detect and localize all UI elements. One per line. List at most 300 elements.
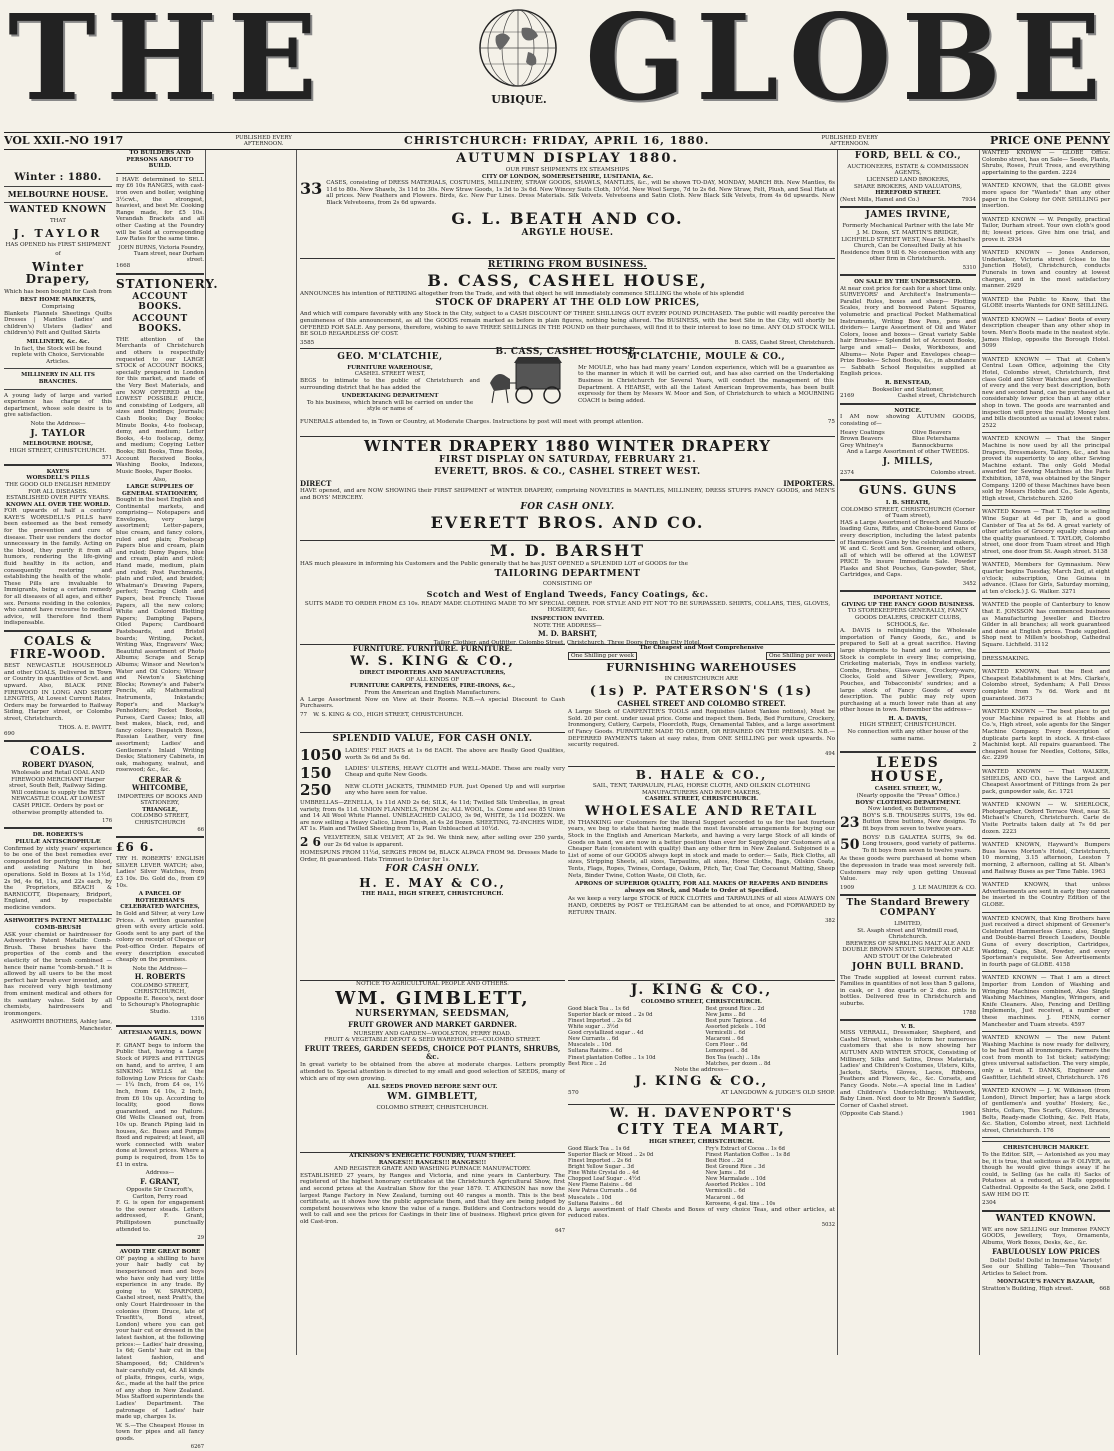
opened-text: HAS OPENED his FIRST SHIPMENT: [5, 242, 111, 249]
paterson-name: (1s) P. PATERSON'S (1s): [589, 683, 814, 699]
wells-text: F. GRANT begs to inform the Public that, having a Large Stock of PIPES and FITTINGS on hand, and to arrive, I am SINKING WELLS at the following Low Prices for Cash:— 1¼ Inch, from £4 os, 1½ Inch, from £4 10s, 2 Inch, from £6 10s up. According to locality, good flows guaranteed, and no Failure. Old Wells Cleaned out, from 10s up. Branch Piping laid in houses, &c. Buses and Pumps fixed and repaired; at least, all work connected with water done at lowest prices. Where a pump is required, from 15s to £1 in extra.: [116, 1042, 204, 1168]
ad-number: 1668: [116, 263, 131, 270]
crerar-triangle: TRIANGLE,: [142, 806, 178, 813]
gimblett-name-2: WM. GIMBLETT,: [387, 1091, 478, 1102]
builders-heading: TO BUILDERS AND PERSONS ABOUT TO BUILD.: [126, 150, 194, 170]
divider: [982, 1137, 1110, 1138]
volume-number: VOL XXII.-NO 1917: [4, 133, 124, 147]
boys-suits-text: BOYS' D.B GALATEA SUITS, 9s 6d. Long trousers, good variety of patterns. To fit boys from seven to twelve years.: [862, 834, 976, 854]
price-item: Macaroni .. 6d: [705, 1194, 744, 1201]
divider: [4, 464, 112, 466]
jking-price-list: [568, 1006, 835, 1067]
season-heading: Winter : 1880.: [14, 172, 102, 183]
wanted-ad: WANTED KNOWN — W. Pengelly, practical Tailor, Durham street. Your own cloth's good fit; lowest prices. Give him one trial, and prove it. 2934: [982, 216, 1110, 243]
divider: [840, 751, 976, 753]
cass-stock: STOCK OF DRAPERY AT THE OLD LOW PRICES,: [435, 298, 700, 309]
globe-icon: [476, 6, 560, 90]
price-item: Finest Imported .. 2s 6d: [568, 1157, 632, 1164]
ford-line: LICENSED LAND BROKERS,: [866, 177, 950, 184]
wanted-ad: WANTED KNOWN — That the Singer Machine is now used by all the principal Drapers, Dressmakers, Tailors, &c., and has proved its superiority to any other Sewing Machine extant. The only Gold Medal awarded for Sewing Machines at the Paris Exhibition, 1878, was obtained by the Singer Company. 1200 of these Machines have been sold by Messrs Hobbs and Co., Sole Agents, High street, Christchurch. 3260: [982, 436, 1110, 502]
goods-item: Olive Beavers: [912, 429, 952, 436]
may-name: H. E. MAY & CO.,: [359, 876, 506, 891]
note-address: Note the Address—: [132, 965, 188, 972]
cass-text-2: And which will compare favorably with any Stock in the City, subject to a CASH DISCOUNT OF THREE SHILLINGS OUT EVERY POUND PURCHASED. The public will readily perceive the genuineness of this announcement, as all the GOODS remain marked as before in plain figures, nothing being altered. The BUSINESS, with the best Site in the City, will shortly be OFFERED FOR SALE. Any persons, therefore, wishing to save THREE SHILLINGS IN THE POUND on their purchases, will find it to their interest to lose no time. ANY OLD STOCK WILL BE SOLD REGARDLESS OF COST.: [300, 311, 835, 338]
crerar-name: CRERAR & WHITCOMBE,: [131, 775, 189, 793]
paterson-address: CASHEL STREET AND COLOMBO STREET.: [617, 698, 786, 708]
bore-sig: W. S.—The Cheapest House in town for pipes and all fancy goods.: [116, 1422, 204, 1442]
price-item: New Jams .. 8d: [705, 1011, 746, 1018]
published-note: PUBLISHED EVERY AFTERNOON.: [235, 135, 292, 147]
gimblett-sub: NURSERYMAN, SEEDSMAN,: [355, 1008, 510, 1019]
divider: [4, 368, 112, 369]
kaye-pills: WORSDELL'S PILLS: [26, 475, 90, 482]
irvine-name: JAMES IRVINE,: [865, 210, 951, 221]
gimblett-text: In great variety to be obtained from the above at moderate charges. Letters promptly attended to. Special attention is directed to my small and good selection of SEEDS, many of which are of my own growing.: [300, 1062, 565, 1082]
street-address: HIGH STREET, CHRISTCHURCH.: [9, 448, 107, 455]
divider: [982, 505, 1110, 506]
ad-number: 2169: [840, 393, 855, 400]
davenport-address: HIGH STREET, CHRISTCHURCH.: [649, 1139, 754, 1145]
kaye-established: ESTABLISHED OVER FIFTY YEARS.: [6, 495, 110, 502]
king-line-3: FURNITURE CARPETS, FENDERS, FIRE-IRONS, &c.,: [349, 683, 516, 690]
storekeepers: TO STOREKEEPERS GENERALLY, FANCY GOODS DEALERS, CRICKET CLUBS, SCHOOLS, &c.: [847, 608, 969, 628]
house-name: MELBOURNE HOUSE.: [7, 189, 109, 199]
ad-number: 3585: [300, 339, 315, 346]
column-1: [4, 150, 112, 1355]
wanted-ad: WANTED KNOWN, that unless Advertisements are sent in early they cannot be inserted in the Country Edition of the GLOBE.: [982, 882, 1110, 908]
jking-note: Note the address—: [674, 1066, 729, 1073]
coals-heading: COALS & FIRE-WOOD.: [9, 633, 107, 661]
beath-firm: G. L. BEATH AND CO.: [451, 208, 684, 228]
divider: [4, 740, 112, 742]
column-rule: [979, 150, 980, 1355]
hale-ad: [568, 766, 835, 977]
market-text: To the Editor. SIR, — Astonished as you may be, it is true, that solicitous as P. OLIVER, as though he would give things away if he could, is Selling (as he calls it) Sacks of Potatoes at a reduced, at Halls opposite Cathedral. Opposite 4s the Sack, one 2s6d. I SAW HIM DO IT.: [982, 1152, 1110, 1198]
ad-number: 6267: [190, 1444, 204, 1451]
notice-text: I AM now showing AUTUMN GOODS, consisting of—: [840, 414, 976, 427]
paterson-sub: IN CHRISTCHURCH ARE: [664, 676, 739, 683]
pilulae-heading: DR. ROBERTS'S: [32, 832, 84, 839]
masthead: [0, 0, 1114, 127]
barsht-name-2: M. D. BARSHT,: [537, 629, 598, 639]
divider: [840, 403, 976, 405]
boys-number: 23: [840, 815, 860, 832]
goods-item: Grey Whitney's: [840, 442, 884, 449]
divider: [982, 665, 1110, 666]
price-item: New Fleme Raisins .. 6d: [568, 1182, 632, 1189]
wanted-ad: WANTED KNOWN — Ladies' Boots of every description cheaper than any other shop in town. Men's Boots made in the neatest style. James Hislop, opposite the Borough Hotel. 5099: [982, 316, 1110, 350]
price-item: New Currants .. 6d: [568, 1036, 619, 1043]
paterson-text: A Large Stock of CARPENTER'S TOOLS and Requisites (latest Yankee notions), Must be Sold. 20 per cent. under usual price. Come and inspect them. Beds, Bed Furniture, Crockery, Ironmongery, Cutlery, Carpets, Floorcloth, Rugs, Ornamental Tables, and a large assortment of Fancy Goods. FURNITURE MADE TO ORDER, OR REPAIRED ON THE PREMISES. N.B.—DEFERRED PAYMENTS taken at easy rates, from ONE SHILLING per week upwards. No security required.: [568, 709, 835, 749]
goods-item: Brown Beavers: [840, 436, 884, 443]
markets-text: BEST HOME MARKETS,: [20, 297, 96, 304]
benstead-line: Bookseller and Stationer,: [872, 386, 944, 393]
may-number: 150: [300, 763, 332, 782]
note-address: Note the Address—: [30, 420, 86, 427]
price: PRICE ONE PENNY: [989, 133, 1110, 147]
divider: [116, 173, 204, 174]
ford-street: HEREFORD STREET.: [875, 190, 941, 197]
boys-suits-text: BOY'S S.B. TROUSERS SUITS, 19s 6d. Button three buttons, New designs. To fit boys from seven to twelve years.: [862, 812, 976, 832]
furniture-heading: FURNITURE. FURNITURE. FURNITURE.: [352, 644, 513, 653]
guns-heading: GUNS. GUNS: [858, 483, 958, 498]
ford-line: AUCTIONEERS, ESTATE & COMMISSION AGENTS,: [847, 163, 969, 177]
mclatchie-text: BEGS to intimate to the public of Christchurch and surrounding district that he has added the: [300, 378, 480, 391]
account-books-2: ACCOUNT BOOKS.: [132, 314, 188, 334]
price-item: Finest Imported .. 2s 6d: [568, 1017, 632, 1024]
divider: [116, 273, 204, 275]
barsht-dept: TAILORING DEPARTMENT: [494, 568, 641, 579]
price-item: New Patras Currants .. 6d: [568, 1188, 637, 1195]
price-item: Lemonpeel .. 8d: [705, 1048, 748, 1055]
price-item: Corn Flour .. 6d: [705, 1042, 748, 1049]
winter-drapery: Winter Drapery,: [25, 259, 91, 287]
goods-item: Blue Petershams: [912, 436, 960, 443]
jking-name-2: J. KING & CO.,: [634, 1074, 769, 1090]
watch-heading: TRY H. ROBERTS' ENGLISH SILVER LEVER WATCH; also, Ladies' Silver Watches, from £3 10s. Do. Gold do., from £9 10s.: [116, 856, 204, 889]
price-item: Fry's Extract of Cocoa .. 1s 6d: [705, 1145, 785, 1152]
ad-number: 382: [825, 918, 835, 925]
beath-sub-2: CITY OF LONDON, SOMERSETSHIRE, LUSITANIA, &c.: [481, 173, 654, 180]
fancy-text: WE are now SELLING our Immense FANCY GOODS, Jewellery, Toys, Ornaments, Albums, Work Boxes, Desks, &c., &c.: [982, 1226, 1110, 1246]
price-item: Best pure Tapioca .. 4d: [705, 1017, 767, 1024]
hale-address: CASHEL STREET, CHRISTCHURCH.: [644, 796, 759, 803]
masthead-letter: L: [695, 0, 775, 127]
hearse-illustration-icon: [486, 353, 572, 409]
davis-text: A. DAVIS is relinquishing the Wholesale importation of Fancy Goods, &c., and is prepared to Sell at a great sacrifice. Having large shipments to hand and to arrive, the Stock is complete in every line; comprising, Cricketing materials, Toys in endless variety, Combs, Brushes, Glass-ware, Crockery-ware, Clocks, Gold and Silver Jewellery, Pipes, Pouches, and Tobacconists' sundries; and a large stock of Fancy Goods of every description. The public may rely upon purchasing at a much lower rate than at any other house in town. Remember the address—: [840, 628, 976, 714]
wanted-ads-list: [982, 150, 1110, 1138]
price-item: Sultana Raisins .. 6d: [568, 1048, 623, 1055]
masthead-letter: E: [227, 0, 314, 127]
roberts-address-2: Opposite E. Reece's, next door to Schourup's Photographic Studio.: [116, 995, 204, 1015]
price-item: Finest plantation Coffee .. 1s 10d: [568, 1054, 656, 1061]
price-item: Muscatels .. 10d: [568, 1194, 612, 1201]
price-item: New Marmalade .. 10d: [705, 1176, 766, 1183]
divider: [4, 827, 112, 829]
divider: [840, 206, 976, 208]
davis-name: H. A. DAVIS,: [888, 715, 928, 722]
gimblett-address-3: COLOMBO STREET, CHRISTCHURCH.: [376, 1104, 489, 1111]
atkinson-sub: AND REGISTER GRATE AND WASHING FURNACE MANUFACTORY.: [334, 1166, 531, 1173]
jking-address: COLOMBO STREET, CHRISTCHURCH.: [641, 999, 762, 1005]
mclatchie-text-3: Mr MOULE, who has had many years' London experience, which will be a guarantee as to the manner in which it will be carried out, and has also carried on the Undertaking Business in Christchurch for Several Years, will conduct the management of this Department. A HEARSE, with all the Latest American Improvements, has been built expressly for them by Messrs W. Moor and Son, of Christchurch to which a MOURNING COACH is being added.: [578, 364, 834, 404]
leeds-note: (Nearly opposite the "Press" Office.): [856, 792, 960, 799]
price-item: Vermicelli .. 6d: [705, 1030, 746, 1037]
wanted-ad: WANTED KNOWN — That I am a direct Importer from London of Washing and Wringing Machines combined, Also Single Washing Machines, Mangles, Wringers, and Knife Cleaners. Also, Fencing and Drilling Implements, Just received, a number of these machines. J. FENN, corner Manchester and Tuam streets. 4597: [982, 975, 1110, 1028]
items-list: Blankets Flannels Sheetings Quilts Dresses | Mantles (ladies' and children's) Ulsters (ladies' and children's) Felt and Quilted Skirts: [4, 310, 112, 337]
wells-heading: ARTESIAN WELLS, DOWN AGAIN.: [118, 1029, 202, 1043]
may-row-text: LADIES' ULSTERS, HEAVY CLOTH and WELL-MADE. These are really very Cheap and quite New Goods.: [345, 765, 565, 779]
dolls-line: Dolls! Dolls! Dolls! in Immense Variety!: [989, 1257, 1103, 1264]
masthead-the: [8, 0, 314, 127]
cass-footer: B. CASS, CASHEL HOUSE.: [495, 347, 640, 358]
jking-address-2: AT LANGDOWN & JUDGE'S OLD SHOP.: [720, 1090, 835, 1097]
jking-name: J. KING & CO.,: [630, 982, 773, 998]
sale-heading: ON SALE BY THE UNDERSIGNED.: [854, 279, 962, 286]
barsht-invited: INSPECTION INVITED.: [530, 616, 605, 623]
divider: [982, 705, 1110, 706]
stationery-heading: STATIONERY.: [116, 276, 219, 291]
may-velvet: VELVETEEN, SILK VELVET, AT 2s 9d. We think new, after selling over 250 yards, our 2s 6d value is apparent.: [323, 834, 565, 848]
gimblett-notice: NOTICE TO AGRICULTURAL PEOPLE AND OTHERS.: [356, 981, 509, 987]
price-item: Matches, per dozen .. 8d: [705, 1060, 771, 1067]
king-sig: W. S. KING & CO., HIGH STREET, CHRISTCHURCH.: [313, 711, 464, 718]
brewery-name: The Standard Brewery COMPANY: [846, 898, 970, 919]
divider: [4, 202, 112, 203]
ad-number: 2: [972, 742, 976, 749]
wanted-ad: WANTED KNOWN, that King Brothers have just received a direct shipment of Greener's Celebrated Hammerless Guns; also, Single and Double-barrel Breech Loaders, Double Guns of every description, Cartridges, Wadding, Caps, Shot, Powder, and every Sportsman's requisite. See Advertisements in fourth page of GLOBE. 4158: [982, 915, 1110, 968]
goods-list: [840, 430, 976, 450]
hale-sub: SAIL, TENT, TARPAULIN, FLAG, HORSE CLOTH, AND OILSKIN CLOTHING: [592, 783, 811, 789]
wanted-ad: WANTED the Public to Know, that the GLOBE inserts Wanteds for ONE SHILLING.: [982, 296, 1110, 310]
may-velvet-number: 2 6: [300, 835, 321, 850]
ad-number: 647: [555, 1227, 565, 1234]
may-number: 250: [300, 781, 332, 800]
kaye-known: KNOWN ALL OVER THE WORLD.: [5, 501, 111, 508]
divider: [4, 630, 112, 632]
divider: [982, 878, 1110, 879]
wanted-ad: WANTED KNOWN — That WALKER, SHIELDS, AND CO., have the Largest and Cheapest Assortment of Fittings from 2s per pack, gunpowder sale, &c. 1721: [982, 768, 1110, 795]
of-label: of: [55, 251, 61, 258]
wanted-ad: WANTED KNOWN — J. W. Wilkinson (from London), Direct Importer, has a large stock of gentlemen's and youths' Hosiery, &c., Shirts, Collars, Ties Scarfs, Gloves, Braces, Belts, Ready-made Clothing, &c. Felt Hats, &c. Station, Colombo street, next Lichfield street, Christchurch. 176: [982, 1088, 1110, 1134]
atkinson-title: ATKINSON'S ENERGETIC FOUNDRY, TUAM STREET.: [349, 1153, 516, 1159]
giving-up: GIVING UP THE FANCY GOOD BUSINESS.: [841, 601, 975, 608]
price-item: Superior Black or Mixed .. 2s 0d: [568, 1151, 654, 1158]
ad-number: 494: [825, 750, 835, 757]
price-item: Kerosene, 4 gal. tins .. 10s: [705, 1200, 776, 1207]
price-item: Assorted pickels .. 10d: [705, 1023, 766, 1030]
beath-text: CASES, consisting of DRESS MATERIALS, COSTUMES, MILLINERY, STRAW GOODS, SHAWLS, MANTLES, &c., will be shown TO-DAY, MONDAY, MARCH 8th. New Mantles, 6s 11d to 80s. New Shawls, 3s 11d to 30s. New Straw Goods, 1s 3d to 3s 6d. New Wincey Suits Cloth, 10½d. New Wool Serge, 7d to 2s 6d. New Straw, Felt, Plush, and Seal Hats at all prices. New Feathers and Flowers. Birds, &c. New Fur Lines. Dress Materials. Silk Velvets. Velveteens and Satin Cloth. New Black Silk Velvets, from 4s 6d upwards. New Black Velveteens, from 2s 6d upwards.: [326, 180, 835, 206]
divider: [982, 1031, 1110, 1032]
mclatchie-ad: [300, 348, 835, 433]
lady-text: A young lady of large and varied experience has charge of this department, whose sole desire is to give satisfaction.: [4, 392, 112, 419]
ashworth-heading: ASHWORTH'S PATENT METALLIC COMB-BRUSH: [4, 918, 112, 932]
shilling-tag: One Shilling per week: [766, 652, 835, 661]
masthead-letter: E: [1011, 0, 1098, 127]
cass-name: B. CASS, CASHEL HOUSE,: [427, 270, 708, 290]
may-homespun: HOMESPUNS FROM 11½d, SERGES FROM 9d, BLACK ALPACA FROM 9d. Dresses Made to Order, fit guaranteed. Hats Trimmed to Order for 1s.: [300, 850, 565, 863]
builders-text: I HAVE determined to SELL my £6 10s RANGES, with cast-iron oven and boiler, weighing 3½cwt., the strongest, heaviest, and best Mr. Cooking Range made, for £5 10s. Verandah Brackets and all other Casting at the Foundry will be Sold at corresponding Low Rates for the same time.: [116, 176, 204, 243]
price-item: Muscatels .. 10d: [568, 1042, 612, 1049]
masthead-globe: [585, 0, 1098, 127]
gimblett-name: WM. GIMBLETT,: [335, 987, 530, 1009]
beath-ad: [300, 150, 835, 255]
price-item: Good Black Tea .. 1s 6d: [568, 1145, 630, 1152]
tweed-line: And a Large Assortment of other TWEEDS.: [846, 449, 970, 456]
may-list: UMBRELLAS—ZENELLA, 1s 11d AND 2s 6d; SILK, 4s 11d; Twilled Silk Umbrellas, in great variety, from 6s 11d. UNION FLANNELS, FROM 2s; ALL WOOL, 1s. Come and see 85 Union and 14 All Wool White Flannel. UNBLEACHED CALICO, 3s 9d, WHITE, 3s 11d DOZEN. We are now selling a Heavy Calico, Linen Finish, at 4s 2d Dozen. SHEETING, 72-INCHES WIDE, AT 1s. Plain and Twilled Sheeting from 1s, Plain Unbleached at 10½d.: [300, 799, 565, 833]
ad-number: 571: [102, 454, 112, 461]
burns-sig-2: Tuam street, near Durham street.: [133, 250, 204, 263]
bore-text: OF paying a shilling to have your hair badly cut by inexperienced men and boys who have only had very little experience in any trade. By going to W. SPARFORD, Cashel street, next Pratt's, the only Court Hairdresser in the colonies (from Druce, late of Truefitt's, Bond street, London) where you can get your hair cut or dressed in the latest fashion, at the following prices:— Ladies' hair dressing, 1s 6d; Gents' hair cut in the latest fashion, and Shampooed, 6d; Children's hair carefully cut, 4d. All kinds of plaits, fringes, curls, wigs, &c., made at the half the price of any shop in New Zealand. Miss Stafford superintends the Ladies' Department. The patronage of Ladies' hair made up, charges 1s.: [116, 1255, 204, 1421]
price-item: Superior black or mixed .. 2s 0d: [568, 1011, 653, 1018]
price-item: Macaroni .. 6d: [705, 1036, 744, 1043]
may-number: 1050: [300, 745, 342, 764]
cass-retiring: RETIRING FROM BUSINESS.: [487, 260, 648, 270]
everett-ad: [300, 436, 835, 537]
barsht-address: Tailor, Clothier, and Outfitter, Colombo Street, Christchurch, Three Doors from the City Hotel.: [433, 639, 702, 646]
column-2: [116, 150, 219, 1451]
mclatchie-text-2: To his business, which branch will be carried on under the style or name of: [306, 399, 474, 413]
everett-text: HAVE opened, and are NOW SHOWING their FIRST SHIPMENT of WINTER DRAPERY, comprising NOVELTIES in MANTLES, MILLINERY, DRESS STUFFS FANCY GOODS, and MEN'S and BOYS' MERCERY.: [300, 488, 835, 501]
beath-house: ARGYLE HOUSE.: [521, 227, 614, 238]
price-item: Chopped Loaf Sugar .. 4½d: [568, 1176, 641, 1183]
wanted-ad: WANTED KNOWN — The best place to get your Machine repaired is at Hobbs and Co.'s, High street, sole agents for the Singer Machine Company. Every description of duplicate parts kept in stock. A first-class Machinist kept. All repairs guaranteed. The cheapest house for Needles, Cottons, Silks, &c. 2299: [982, 709, 1110, 762]
market-heading: CHRISTCHURCH MARKET.: [1003, 1145, 1089, 1152]
divider: [982, 313, 1110, 314]
wanted-known: WANTED KNOWN: [9, 205, 107, 216]
wanted-ad: WANTED KNOWN — W. SHERLOCK, Photographer, Oxford Terrace West, near St. Michael's Church, Christchurch. Carte de Visite Portraits taken daily at 7s 6d per dozen. 2223: [982, 802, 1110, 835]
price-item: Vermicelli .. 6d: [705, 1188, 746, 1195]
king-ad: [300, 644, 565, 729]
shilling-table: See our Shilling Table—Ten Thousand Articles to Select from.: [982, 1264, 1110, 1277]
grant-note: F. G. is open for engagement to the owner steads. Letters addressed, F. Grant, Phillipstown punctually attended to.: [116, 1200, 204, 1233]
grant-address: Opposite Sir Cracroft's, Carlton, Ferry road: [126, 1186, 194, 1200]
ad-number: 7934: [961, 196, 976, 203]
masthead-letter: H: [105, 0, 214, 127]
brewery-limited: LIMITED,: [894, 921, 922, 928]
column-rule: [837, 150, 838, 1355]
coals-text: BEST NEWCASTLE HOUSEHOLD and other COALS, Delivered in Town or Country in quantities of 5cwt. and upward. Also, BLACK PINE FIREWOOD IN LONG AND SHORT LENGTHS, At Lowest Current Rates. Orders may be forwarded to Railway Siding, Harper street, or Colombo street, Christchurch.: [4, 663, 112, 722]
leeds-text: As these goods were purchased at home when the depression in trade was most severely felt. Customers may rely upon getting Unusual Value.: [840, 856, 976, 883]
davenport-price-list: [568, 1146, 835, 1207]
mclatchie-sub: FURNITURE WAREHOUSE,: [347, 364, 433, 371]
boys-text: Now landed, ex Buttermere,: [867, 806, 949, 813]
divider: [4, 389, 112, 390]
wanted-ad: WANTED KNOWN, that the Best and Cheapest Establishment is at Mrs. Clarke's, Colombo street, Sydenham; A Full Dress complete from 7s 6d. Work and fit guaranteed. 3673: [982, 669, 1110, 702]
davis-address: HIGH STREET, CHRISTCHURCH.: [859, 722, 957, 729]
dyason-text: Wholesale and Retail COAL AND FIREWOOD MERCHANT Harper street, South Belt, Railway Siding. Will continue to supply the BEST NEWCASTLE COAL AT LOWEST CASH PRICE. Orders by post or otherwise promptly attended to.: [9, 770, 107, 816]
masthead-letter: G: [585, 0, 682, 127]
price-item: New Jams .. 8d: [705, 1170, 746, 1177]
bazaar-address: Stratton's Building, High street.: [982, 1286, 1074, 1293]
draper-name: J. TAYLOR: [13, 226, 103, 240]
divider: [982, 293, 1110, 294]
millinery-line: MILLINERY, &c. &c.: [26, 339, 90, 345]
paterson-ad: [568, 644, 835, 763]
divider: [4, 186, 112, 187]
beath-sub: OUR FIRST SHIPMENTS EX STEAMSHIPS: [505, 167, 630, 173]
goods-item: Heavy Coatings: [840, 429, 885, 436]
john-bull-brand: JOHN BULL BRAND.: [851, 961, 965, 972]
divider: [982, 598, 1110, 599]
leeds-name: LEEDS HOUSE,: [870, 755, 946, 786]
column-6: [982, 150, 1110, 1355]
ad-number: 3452: [962, 581, 976, 588]
direct-label: DIRECT: [300, 478, 332, 488]
wanted-ad: WANTED KNOWN, Hayward's Bumpers Buss leaves Morton's Hotel, Christchurch, 10 morning, 3.15 afternoon, Leeston 7 morning, 2 afternoon, calling at St. Alban's and Railway Buses as per Time Table. 1963: [982, 842, 1110, 875]
ad-number: 5310: [962, 264, 976, 271]
notice-heading: NOTICE.: [894, 407, 922, 414]
atkinson-text: ESTABLISHED 27 years, by Ranges and Victoria, and nine years in Canterbury. The registered of the highest honorary certificates at the Christchurch Agricultural Show, first and second prizes at the Australian Show for the year 1879. T. ATKINSON has now the largest Range Factory in New Zealand, turning out 40 ranges a month. This is the best certificate, as it shows how the public appreciate them, and that they are being judged by competent housewives who know the value of a range. Builders and Contractors would do well to call and see the prices for Castings in their line of business. Highest price given for old Cast-iron.: [300, 1172, 565, 1225]
davenport-name: W. H. DAVENPORT'S: [609, 1106, 794, 1121]
mclatchie-name: GEO. M'CLATCHIE,: [337, 352, 443, 362]
bore-heading: AVOID THE GREAT BORE: [119, 1249, 201, 1256]
ad-number: 176: [102, 818, 112, 825]
sheath-name: I. B. SHEATH,: [885, 499, 931, 506]
cass-text-1: ANNOUNCES his intention of RETIRING altogether from the Trade, and with that object he will immediately commence SELLING the whole of his splendid: [300, 290, 745, 297]
published-note: PUBLISHED EVERY AFTERNOON.: [821, 135, 878, 147]
divider: [840, 479, 976, 481]
burns-sig: JOHN BURNS, Victoria Foundry,: [118, 244, 204, 251]
stationery-text: THE attention of the Merchants of Christchurch and others is respectfully requested to our LARGE STOCK of ACCOUNT BOOKS, specially prepared in London for this market, and made of the Very Best Materials, and are NOW OFFERED at the LOWEST POSSIBLE PRICE, and consisting of Ledgers, all sizes and bindings; Journals; Cash Books; Day Books; Minute Books, 4-to foolscap, demy, and medium; Letter Books, 4-to foolscap, demy, and medium; Copying Letter Books; Bill Books, Time Books, Account Received Books, Washing Books, Indexes, Music Books, Paper Books.: [116, 336, 204, 475]
masthead-letter: T: [8, 0, 92, 127]
divider: [840, 1019, 976, 1021]
boys-heading: BOYS' CLOTHING DEPARTMENT.: [855, 799, 961, 806]
rotherham-heading: A PARCEL OF ROTHERHAM'S CELEBRATED WATCHES,: [120, 891, 200, 911]
divider: [982, 912, 1110, 913]
divider: [840, 590, 976, 592]
vb-label: V. B.: [901, 1023, 915, 1030]
price-item: Box Tea (each) .. 18s: [705, 1054, 761, 1061]
gimblett-sub-2: FRUIT GROWER AND MARKET GARDNER.: [348, 1020, 517, 1030]
wanted-ad: WANTED KNOWN — GLOBE Office. Colombo street, has on Sale— Seeds, Plants, Shrubs, Roses, Fruit Trees, and everything appertaining to the garden. 2224: [982, 150, 1110, 176]
king-name: W. S. KING & CO.,: [350, 654, 515, 670]
divider: [982, 1084, 1110, 1085]
may-address: THE HALL, HIGH STREET, CHRISTCHURCH.: [361, 891, 504, 898]
benstead-name: R. BENSTEAD,: [884, 379, 932, 386]
wanted-ad: WANTED Known — That T. Taylor is selling Wine Sugar at 4d per lb, and a good Canister of Tea at 5s 6d. A great variety of other articles of Grocery equally cheap and the quality guaranteed. T. TAYLOR, Colombo street, one door from Tuam street and High street, one door from St. Asaph street. 5138: [982, 509, 1110, 555]
ad-number: 2304: [982, 1200, 997, 1207]
divider: [982, 1141, 1110, 1142]
divider: [840, 894, 976, 896]
paterson-top: The Cheapest and Most Comprehensive: [639, 645, 764, 651]
divider: [982, 765, 1110, 766]
sheath-text: HAS a Large Assortment of Breech and Muzzle-loading Guns, Rifles, and Choke-bored Guns of every description, including the latest patents of Hammerless Guns by the celebrated makers, W. and C. Scott and Son. Greener, and others, all of which will be offered at the LOWEST PRICE To insure Immediate Sale. Powder Flasks and Shot Pouches, Gun-powder, Shot, Cartridges, and Caps.: [840, 519, 976, 579]
may-ad: [300, 732, 565, 978]
that-label: THAT: [49, 218, 67, 225]
ad-number: 75: [827, 419, 835, 425]
price-item: Sultana Raisins .. 6d: [568, 1200, 623, 1207]
gimblett-trees: FRUIT TREES, GARDEN SEEDS, CHOICE POT PLANTS, SHRUBS, &c.: [304, 1043, 561, 1062]
ashworth-sig: ASHWORTH BROTHERS, Ashley lane, Manchester.: [10, 1019, 112, 1032]
masthead-motto: UBIQUE.: [491, 93, 547, 106]
grant-address-label: Address—: [145, 1170, 175, 1177]
draper-name-2: J. TAYLOR: [30, 428, 86, 439]
beath-title: AUTUMN DISPLAY 1880.: [456, 151, 679, 166]
boys-number: 50: [840, 837, 860, 854]
divider: [982, 246, 1110, 247]
divider: [982, 213, 1110, 214]
column-rule: [296, 150, 297, 1355]
price-item: Best Rice .. 2d: [705, 1157, 744, 1164]
wanted-ad: WANTED, Members for Gymnasium. New quarter begins Tuesday, March 2nd, at eight o'clock; subscription, One Guinea in advance. (Class for Girls, Saturday morning, at ten o'clock.) J. G. Walker. 3271: [982, 562, 1110, 595]
comprising-label: Comprising: [41, 304, 75, 311]
ad-number: 668: [1099, 1286, 1110, 1293]
wanted-ad: WANTED the people of Canterbury to know that E. JONSSON has commenced business as Manufacturing Jeweller and Electro Gilder in all branches; all work guaranteed and done at English prices. Trade supplied. Shop next to Millen's bootshop, Cathedral Square. Lichfield. 3112: [982, 602, 1110, 648]
wanted-known-heading: WANTED KNOWN.: [995, 1213, 1097, 1224]
ad-number: 5032: [821, 1222, 835, 1229]
hale-text-3: As we keep a very large STOCK of RICK CLOTHS and TARPAULINS of all sizes ALWAYS ON HAND, ORDERS by POST or TELEGRAM can be attended to at once, and FORWARDED by RETURN TRAIN.: [568, 896, 835, 916]
dateline: [4, 132, 1110, 150]
grant-name: F. GRANT,: [140, 1176, 180, 1186]
masthead-letter: O: [788, 0, 888, 127]
divider: [116, 1244, 204, 1246]
goods-item: Bannockburns: [912, 442, 953, 449]
price-item: Fine White Crystal do .. 4d: [568, 1170, 639, 1177]
millinery-branches: MILLINERY IN ALL ITS BRANCHES.: [21, 372, 95, 385]
wanted-ad: WANTED KNOWN, that the GLOBE gives more space for "Wanteds" than any other paper in the Colony for ONE SHILLING per insertion.: [982, 183, 1110, 210]
price-item: Good black Tea .. 1s 6d: [568, 1005, 630, 1012]
kaye-diseases: FOR ALL DISEASES.: [28, 488, 88, 495]
shilling-tag: One Shilling per week: [568, 652, 637, 661]
stock-text: In fact, the Stock will be found replete with Choice, Serviceable Articles.: [11, 345, 105, 365]
may-title: SPLENDID VALUE, FOR CASH ONLY.: [332, 734, 533, 744]
barsht-suits: SUITS MADE TO ORDER FROM £3 10s. READY MADE CLOTHING MADE TO MY SPECIAL ORDER. FOR STYLE AND FIT NOT TO BE SURPASSED. SHIRTS, COLLARS, TIES, GLOVES, HOSIERY, &c.: [304, 600, 831, 614]
brewery-address: St. Asaph street and Windmill road, Christchurch.: [857, 927, 959, 941]
ad-number: 2374: [840, 469, 855, 476]
crerar-address: COLOMBO STREET, CHRISTCHURCH: [130, 813, 190, 826]
everett-firm: EVERETT, BROS. & CO., CASHEL STREET WEST.: [434, 466, 701, 477]
